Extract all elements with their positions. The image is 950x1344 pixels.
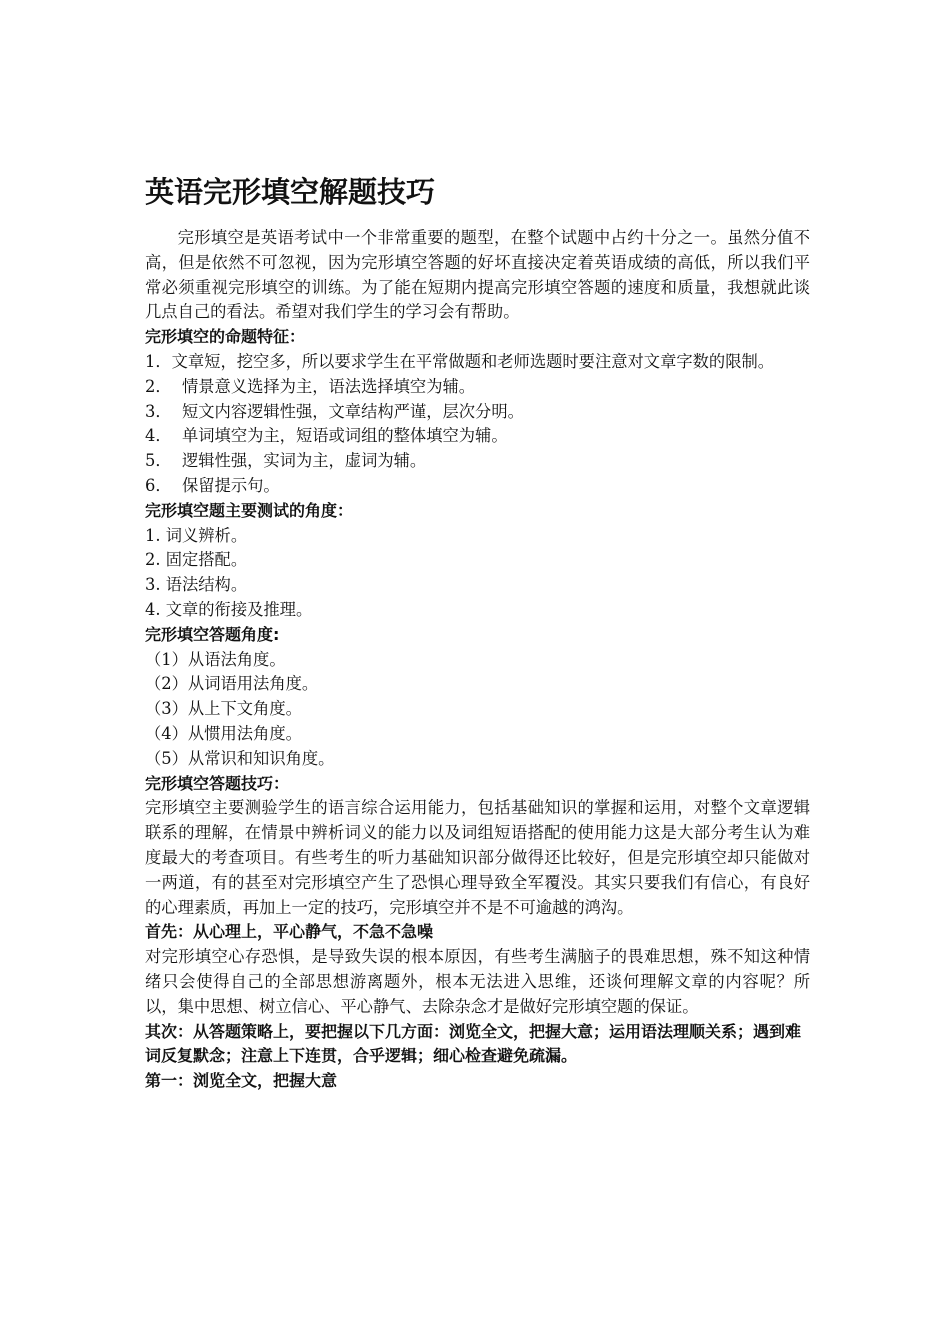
second-heading: 其次：从答题策略上，要把握以下几方面：浏览全文，把握大意；运用语法理顺关系；遇到难词反复默念；注意上下连贯，合乎逻辑；细心检查避免疏漏。 <box>145 1021 802 1066</box>
list-item: 3． 短文内容逻辑性强，文章结构严谨，层次分明。 <box>145 401 524 421</box>
list-item: 4． 单词填空为主，短语或词组的整体填空为辅。 <box>145 426 508 446</box>
list-item: （1）从语法角度。 <box>145 649 286 669</box>
list-item: 2． 情景意义选择为主，语法选择填空为辅。 <box>145 376 476 396</box>
first-heading: 首先：从心理上，平心静气，不急不急噪 <box>145 922 434 942</box>
step-one-heading: 第一：浏览全文，把握大意 <box>145 1071 338 1091</box>
section-heading-features: 完形填空的命题特征： <box>145 327 306 347</box>
list-item: （4）从惯用法角度。 <box>145 723 302 743</box>
section-heading-test-angles: 完形填空题主要测试的角度： <box>145 500 354 520</box>
list-item: 6． 保留提示句。 <box>145 475 280 495</box>
document-content <box>145 168 810 1094</box>
list-item: 2. 固定搭配。 <box>145 550 248 570</box>
list-item: 4. 文章的衔接及推理。 <box>145 599 313 619</box>
techniques-paragraph: 完形填空主要测验学生的语言综合运用能力，包括基础知识的掌握和运用，对整个文章逻辑联系的理解，在情景中辨析词义的能力以及词组短语搭配的使用能力这是大部分考生认为难度最大的考查项目。有些考生的听力基础知识部分做得还比较好，但是完形填空却只能做对一两道，有的甚至对完形填空产生了恐惧心理导致全军覆没。其实只要我们有信心，有良好的心理素质，再加上一定的技巧，完形填空并不是不可逾越的鸿沟。 <box>145 798 810 917</box>
first-paragraph: 对完形填空心存恐惧，是导致失误的根本原因，有些考生满脑子的畏难思想，殊不知这种情绪只会使得自己的全部思想游离题外，根本无法进入思维，还谈何理解文章的内容呢？所以，集中思想、树立信心、平心静气、去除杂念才是做好完形填空题的保证。 <box>145 947 810 1016</box>
document-title: 英语完形填空解题技巧 <box>145 175 436 209</box>
section-heading-answer-angles: 完形填空答题角度: <box>145 624 280 644</box>
list-item: 1．文章短，挖空多，所以要求学生在平常做题和老师选题时要注意对文章字数的限制。 <box>145 351 775 371</box>
list-item: （5）从常识和知识角度。 <box>145 748 335 768</box>
section-heading-techniques: 完形填空答题技巧： <box>145 773 290 793</box>
list-item: （2）从词语用法角度。 <box>145 674 319 694</box>
list-item: 1. 词义辨析。 <box>145 525 248 545</box>
intro-paragraph: 完形填空是英语考试中一个非常重要的题型，在整个试题中占约十分之一。虽然分值不高，但是依然不可忽视，因为完形填空答题的好坏直接决定着英语成绩的高低，所以我们平常必须重视完形填空的训练。为了能在短期内提高完形填空答题的速度和质量，我想就此谈几点自己的看法。希望对我们学生的学习会有帮助。 <box>145 228 810 322</box>
list-item: 3. 语法结构。 <box>145 575 248 595</box>
list-item: 5． 逻辑性强，实词为主，虚词为辅。 <box>145 451 427 471</box>
list-item: （3）从上下文角度。 <box>145 699 302 719</box>
